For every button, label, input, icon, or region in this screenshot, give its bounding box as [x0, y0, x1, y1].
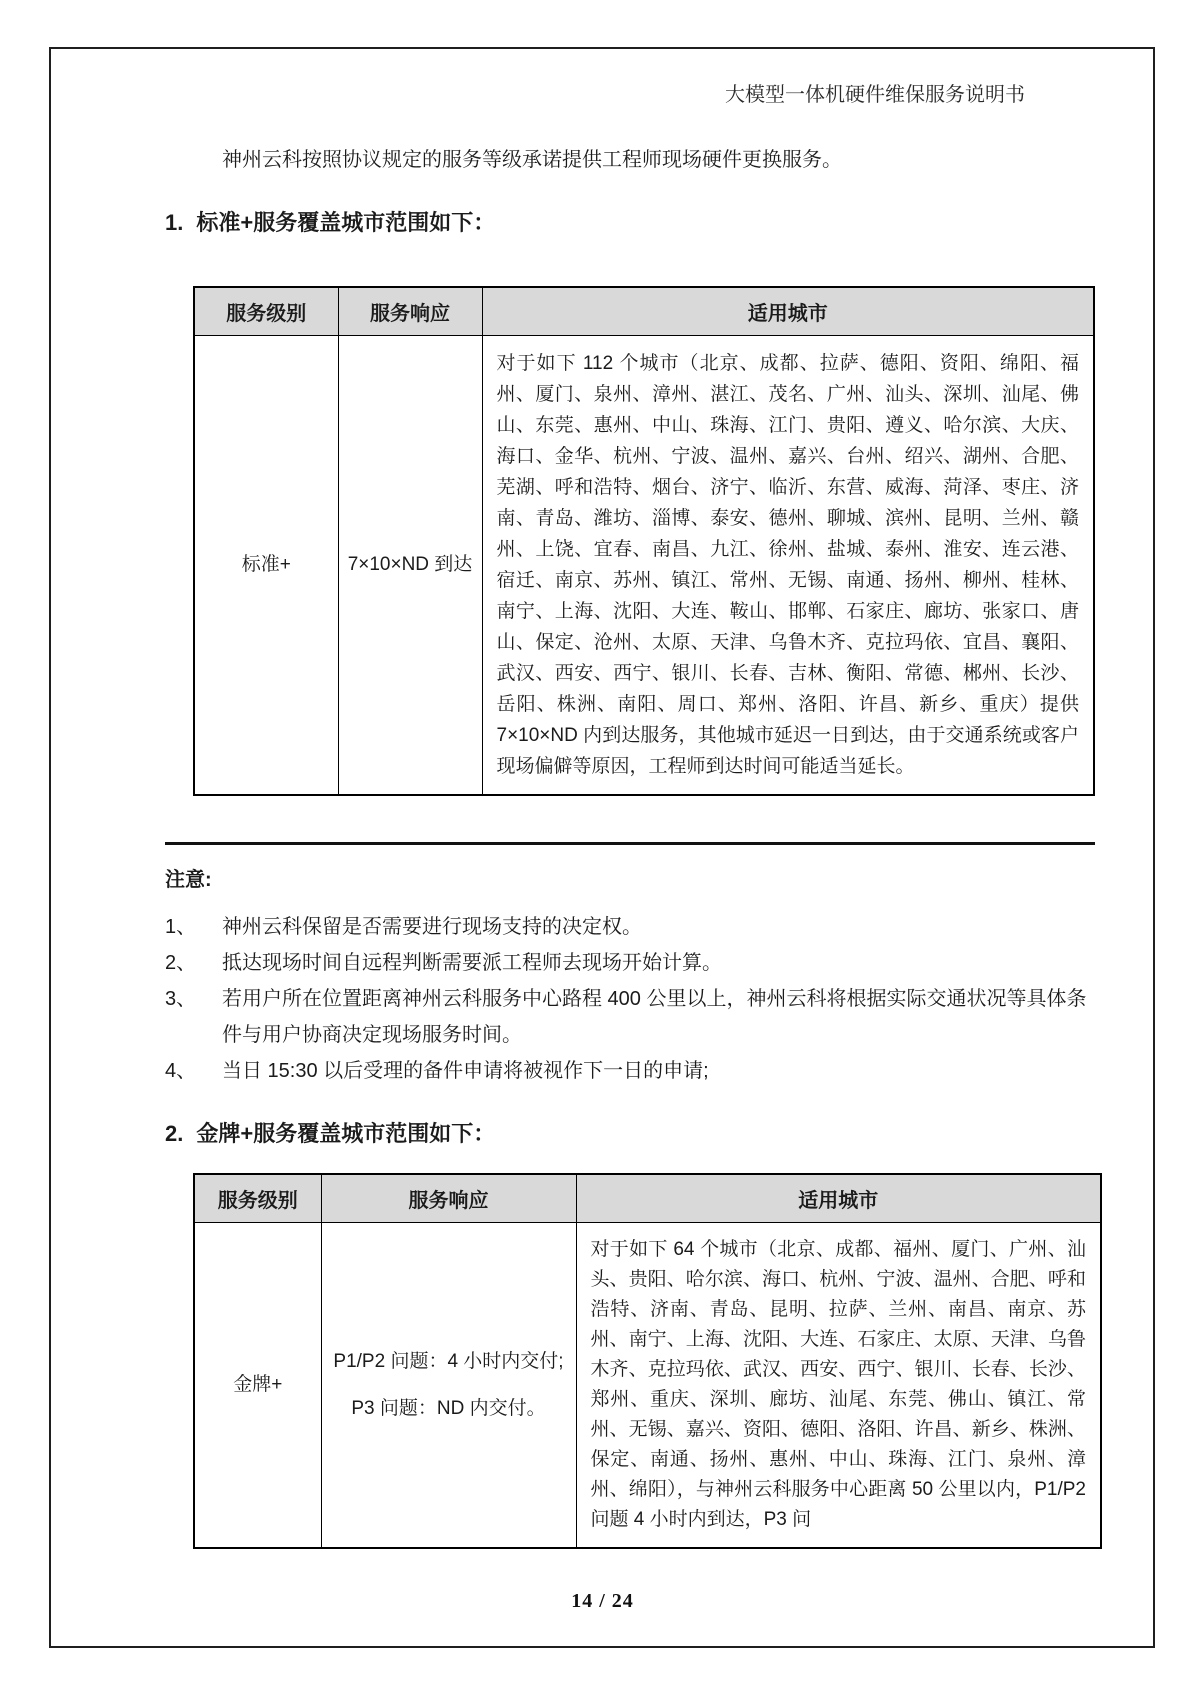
column-header-applicable-cities: 适用城市	[482, 287, 1094, 336]
note-text: 若用户所在位置距离神州云科服务中心路程 400 公里以上，神州云科将根据实际交通状况等具体条件与用户协商决定现场服务时间。	[222, 988, 1087, 1046]
note-number: 3、	[165, 988, 197, 1010]
column-header-service-response: 服务响应	[338, 287, 482, 336]
note-item	[165, 945, 1095, 981]
applicable-cities-cell: 对于如下 112 个城市（北京、成都、拉萨、德阳、资阳、绵阳、福州、厦门、泉州、漳州、湛江、茂名、广州、汕头、深圳、汕尾、佛山、东莞、惠州、中山、珠海、江门、贵阳、遵义、哈尔滨、大庆、海口、金华、杭州、宁波、温州、嘉兴、台州、绍兴、湖州、合肥、芜湖、呼和浩特、烟台、济宁、临沂、东营、威海、菏泽、枣庄、济南、青岛、潍坊、淄博、泰安、德州、聊城、滨州、昆明、兰州、赣州、上饶、宜春、南昌、九江、徐州、盐城、泰州、淮安、连云港、宿迁、南京、苏州、镇江、常州、无锡、南通、扬州、柳州、桂林、南宁、上海、沈阳、大连、鞍山、邯郸、石家庄、廊坊、张家口、唐山、保定、沧州、太原、天津、乌鲁木齐、克拉玛依、宜昌、襄阳、武汉、西安、西宁、银川、长春、吉林、衡阳、常德、郴州、长沙、岳阳、株洲、南阳、周口、郑州、洛阳、许昌、新乡、重庆）提供 7×10×ND 内到达服务，其他城市延迟一日到达，由于交通系统或客户现场偏僻等原因，工程师到达时间可能适当延长。	[482, 336, 1094, 796]
intro-paragraph: 神州云科按照协议规定的服务等级承诺提供工程师现场硬件更换服务。	[222, 149, 842, 171]
note-item	[165, 1053, 1095, 1089]
note-number: 4、	[165, 1060, 197, 1082]
response-line: P1/P2 问题：4 小时内交付;	[333, 1350, 564, 1372]
notes-title: 注意:	[165, 869, 212, 891]
column-header-applicable-cities: 适用城市	[576, 1174, 1101, 1223]
section-2-heading	[165, 1119, 1095, 1149]
service-response-cell	[321, 1223, 576, 1549]
note-text: 抵达现场时间自远程判断需要派工程师去现场开始计算。	[222, 952, 722, 974]
applicable-cities-cell: 对于如下 64 个城市（北京、成都、福州、厦门、广州、汕头、贵阳、哈尔滨、海口、杭州、宁波、温州、合肥、呼和浩特、济南、青岛、昆明、拉萨、兰州、南昌、南京、苏州、南宁、上海、沈阳、大连、石家庄、太原、天津、乌鲁木齐、克拉玛依、武汉、西安、西宁、银川、长春、长沙、郑州、重庆、深圳、廊坊、汕尾、东莞、佛山、镇江、常州、无锡、嘉兴、资阳、德阳、洛阳、许昌、新乡、株洲、保定、南通、扬州、惠州、中山、珠海、江门、泉州、漳州、绵阳），与神州云科服务中心距离 50 公里以内，P1/P2 问题 4 小时内到达，P3 问	[576, 1223, 1101, 1549]
section-1-title: 标准+服务覆盖城市范围如下：	[196, 210, 496, 235]
note-item	[165, 909, 1095, 945]
page-content	[165, 48, 1095, 1613]
note-item	[165, 981, 1095, 1053]
column-header-service-response: 服务响应	[321, 1174, 576, 1223]
note-text: 当日 15:30 以后受理的备件申请将被视作下一日的申请;	[222, 1060, 709, 1082]
service-response-cell: 7×10×ND 到达	[338, 336, 482, 796]
standard-service-table	[193, 286, 1095, 796]
gold-service-table	[193, 1173, 1102, 1549]
table-header-row	[194, 1174, 1101, 1223]
table-header-row	[194, 287, 1094, 336]
table-row	[194, 1223, 1101, 1549]
column-header-service-level: 服务级别	[194, 1174, 321, 1223]
column-header-service-level: 服务级别	[194, 287, 338, 336]
note-number: 1、	[165, 916, 197, 938]
section-1-number: 1.	[165, 210, 184, 235]
section-2-title: 金牌+服务覆盖城市范围如下：	[196, 1121, 496, 1146]
document-header-title: 大模型一体机硬件维保服务说明书	[725, 84, 1025, 106]
response-line: P3 问题：ND 内交付。	[351, 1397, 546, 1419]
section-1-heading	[165, 208, 1095, 238]
footer-page-number: 14 / 24	[571, 1590, 634, 1612]
table-row	[194, 336, 1094, 796]
note-number: 2、	[165, 952, 197, 974]
service-level-cell: 标准+	[194, 336, 338, 796]
notes-list	[165, 909, 1095, 1089]
service-level-cell: 金牌+	[194, 1223, 321, 1549]
section-divider-line	[165, 842, 1095, 845]
section-2-number: 2.	[165, 1121, 184, 1146]
note-text: 神州云科保留是否需要进行现场支持的决定权。	[222, 916, 642, 938]
